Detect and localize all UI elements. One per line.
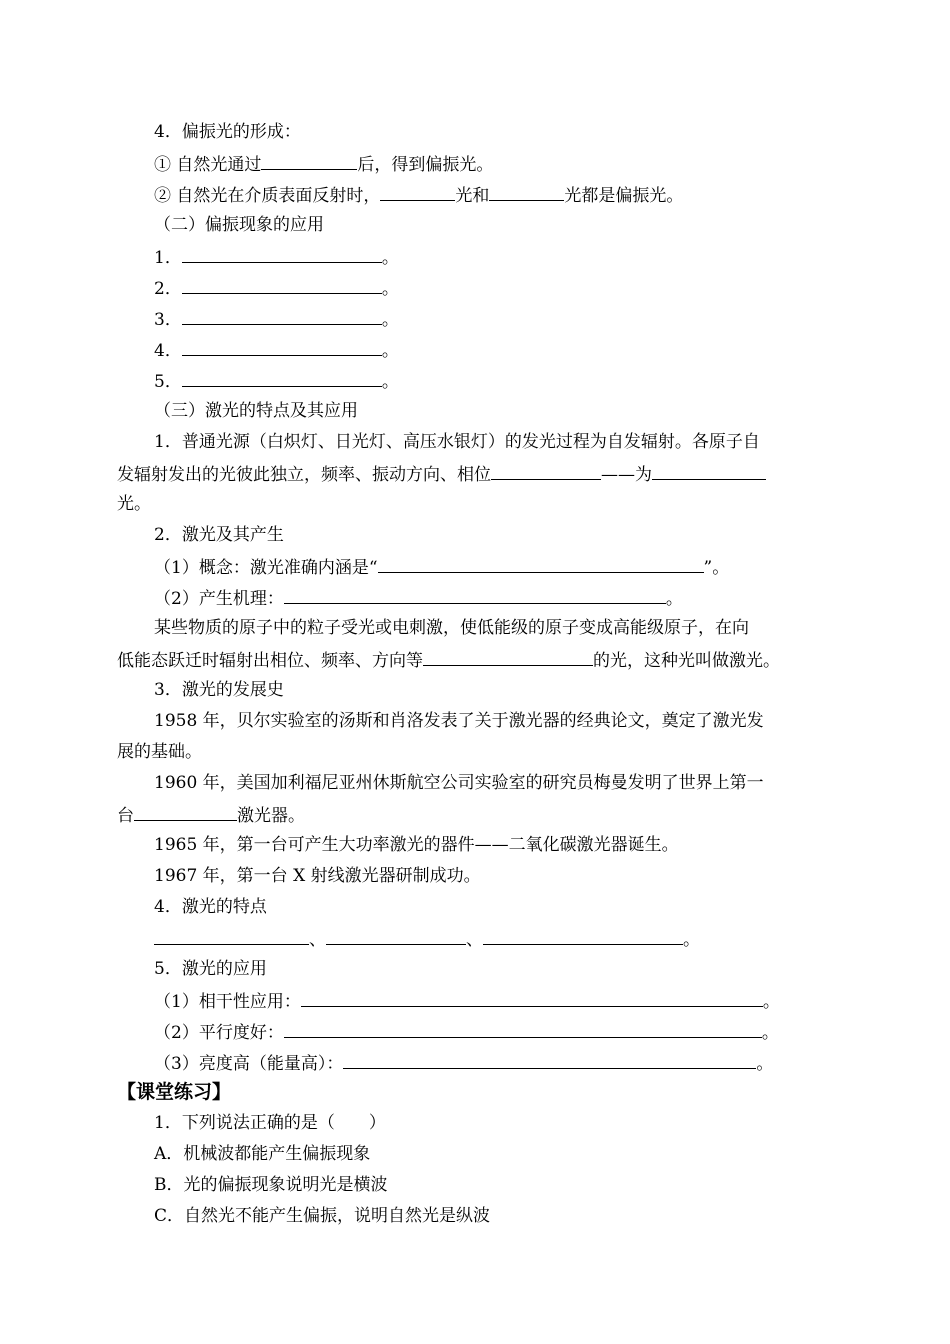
answer-blank[interactable] (652, 462, 766, 480)
period: 。 (381, 310, 399, 330)
option-c[interactable]: C．自然光不能产生偏振，说明自然光是纵波 (154, 1206, 491, 1226)
text: （1）概念：激光准确内涵是“ (154, 558, 378, 578)
item-number: 2． (154, 279, 182, 299)
application-item (154, 307, 399, 329)
part-3-title: （三）激光的特点及其应用 (154, 401, 358, 421)
text: 低能态跃迁时辐射出相位、频率、方向等 (117, 651, 423, 671)
answer-blank[interactable] (326, 927, 466, 945)
question-1: 1．下列说法正确的是（ ） (154, 1113, 386, 1133)
answer-blank[interactable] (343, 1051, 756, 1069)
answer-blank[interactable] (380, 183, 455, 201)
text: （2）平行度好： (154, 1023, 284, 1043)
period: 。 (381, 341, 399, 361)
period: 。 (381, 372, 399, 392)
answer-blank[interactable] (489, 183, 564, 201)
paragraph-line: 1965 年，第一台可产生大功率激光的器件——二氧化碳激光器诞生。 (154, 835, 679, 855)
subsection-4-title: 4．激光的特点 (154, 897, 267, 917)
application-item (154, 276, 399, 298)
text: ——为 (601, 465, 652, 485)
text: 发辐射发出的光彼此独立，频率、振动方向、相位 (117, 465, 491, 485)
text: ”。 (703, 558, 730, 578)
option-a[interactable]: A．机械波都能产生偏振现象 (154, 1144, 371, 1164)
paragraph-line: 光。 (117, 494, 151, 514)
subsection-3-title: 3．激光的发展史 (154, 680, 284, 700)
application-item (154, 369, 399, 391)
subsection-5-title: 5．激光的应用 (154, 959, 267, 979)
text: 的光，这种光叫做激光。 (593, 651, 780, 671)
text: 激光器。 (237, 806, 305, 826)
answer-blank[interactable] (423, 648, 593, 666)
answer-blank[interactable] (284, 586, 666, 604)
fill-line-brightness (154, 1051, 773, 1073)
text: ② 自然光在介质表面反射时， (154, 186, 381, 206)
text: ① 自然光通过 (154, 155, 262, 175)
paragraph-line: 某些物质的原子中的粒子受光或电刺激，使低能级的原子变成高能级原子，在向 (154, 618, 749, 638)
paragraph-line: 1958 年，贝尔实验室的汤斯和肖洛发表了关于激光器的经典论文，奠定了激光发 (154, 711, 764, 731)
fill-line-laser (117, 648, 780, 670)
application-item (154, 338, 399, 360)
fill-line-features (154, 927, 700, 949)
text: 。 (665, 589, 683, 609)
answer-blank[interactable] (491, 462, 601, 480)
text: 光和 (455, 186, 490, 206)
application-item (154, 245, 399, 267)
answer-blank[interactable] (182, 338, 382, 356)
answer-blank[interactable] (182, 276, 382, 294)
answer-blank[interactable] (134, 803, 237, 821)
period: 。 (761, 1023, 779, 1043)
item-number: 1． (154, 248, 182, 268)
answer-blank[interactable] (182, 307, 382, 325)
answer-blank[interactable] (378, 555, 704, 573)
practice-heading: 【课堂练习】 (117, 1081, 232, 1103)
paragraph-line: 展的基础。 (117, 742, 202, 762)
fill-line-parallelism (154, 1020, 779, 1042)
subsection-2-title: 2．激光及其产生 (154, 525, 284, 545)
item-number: 5． (154, 372, 182, 392)
section-4-title: 4．偏振光的形成： (154, 122, 301, 142)
fill-line-reflection (154, 183, 683, 205)
text: 台 (117, 806, 134, 826)
answer-blank[interactable] (182, 245, 382, 263)
period: 。 (381, 279, 399, 299)
answer-blank[interactable] (483, 927, 683, 945)
period: 。 (762, 992, 780, 1012)
paragraph-line: 1967 年，第一台 X 射线激光器研制成功。 (154, 866, 481, 886)
fill-line-first-laser (117, 803, 305, 825)
fill-line-polarizer (154, 152, 493, 174)
answer-blank[interactable] (284, 1020, 762, 1038)
period: 。 (683, 930, 700, 950)
period: 。 (381, 248, 399, 268)
answer-blank[interactable] (301, 989, 763, 1007)
part-2-title: （二）偏振现象的应用 (154, 215, 324, 235)
answer-blank[interactable] (261, 152, 357, 170)
text: （2）产生机理： (154, 589, 284, 609)
period: 。 (756, 1054, 774, 1074)
separator: 、 (466, 930, 483, 950)
fill-line-mechanism (154, 586, 683, 608)
paragraph-line: 1960 年，美国加利福尼亚州休斯航空公司实验室的研究员梅曼发明了世界上第一 (154, 773, 764, 793)
text: 光都是偏振光。 (564, 186, 684, 206)
paragraph-line: 1．普通光源（白炽灯、日光灯、高压水银灯）的发光过程为自发辐射。各原子自 (154, 432, 760, 452)
option-b[interactable]: B．光的偏振现象说明光是横波 (154, 1175, 388, 1195)
text: 后，得到偏振光。 (357, 155, 494, 175)
answer-blank[interactable] (154, 927, 309, 945)
item-number: 4． (154, 341, 182, 361)
answer-blank[interactable] (182, 369, 382, 387)
separator: 、 (309, 930, 326, 950)
fill-line-spontaneous (117, 462, 766, 484)
fill-line-coherence (154, 989, 780, 1011)
text: （3）亮度高（能量高）： (154, 1054, 344, 1074)
text: （1）相干性应用： (154, 992, 301, 1012)
item-number: 3． (154, 310, 182, 330)
fill-line-concept (154, 555, 729, 577)
